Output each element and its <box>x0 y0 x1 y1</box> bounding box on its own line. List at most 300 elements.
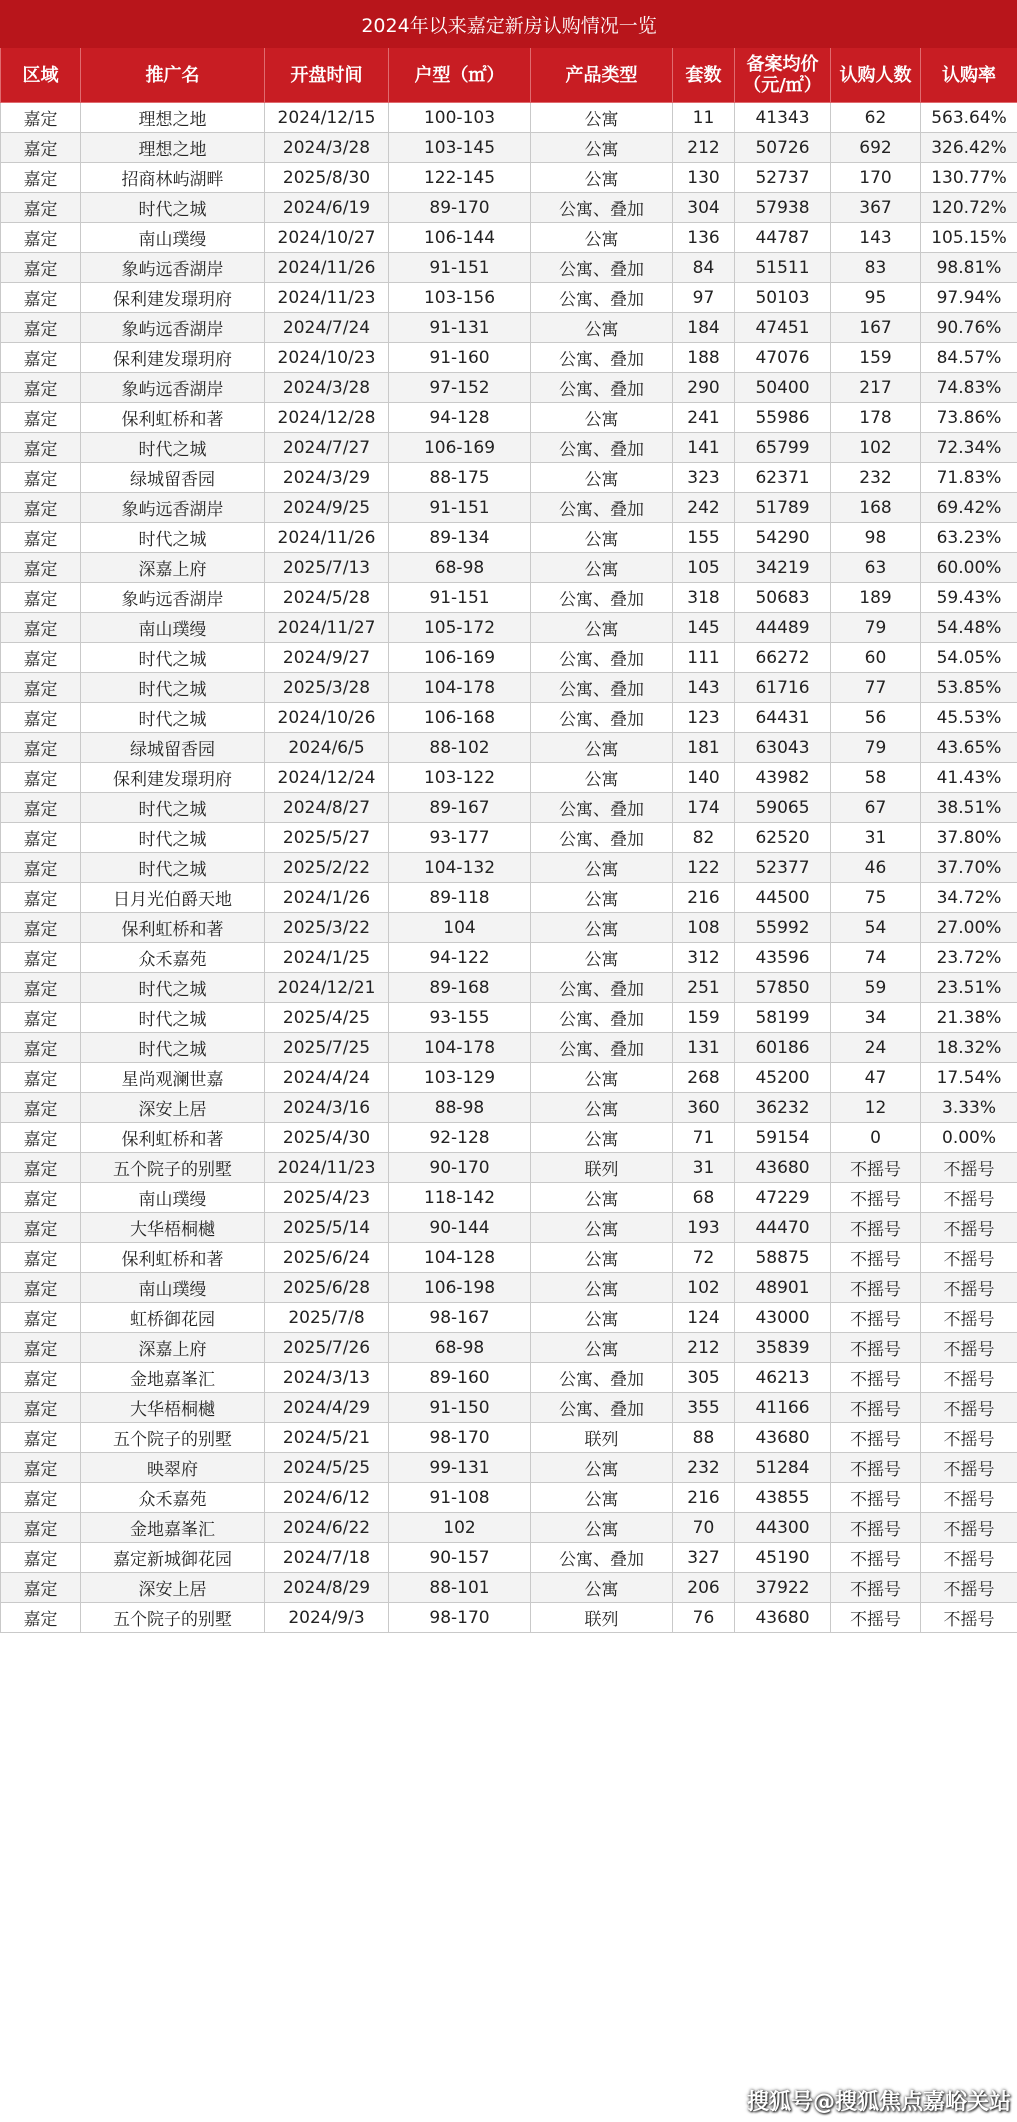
cell-rate: 69.42% <box>921 493 1017 523</box>
cell-project: 象屿远香湖岸 <box>81 253 265 283</box>
cell-units: 355 <box>673 1393 735 1423</box>
cell-units: 242 <box>673 493 735 523</box>
cell-open-date: 2024/11/27 <box>265 613 389 643</box>
cell-units: 140 <box>673 763 735 793</box>
cell-unit-size: 91-151 <box>389 583 531 613</box>
cell-product-type: 公寓 <box>531 853 673 883</box>
cell-project: 南山璞缦 <box>81 1273 265 1303</box>
cell-subscribers: 170 <box>831 163 921 193</box>
cell-open-date: 2025/7/13 <box>265 553 389 583</box>
cell-project: 南山璞缦 <box>81 223 265 253</box>
cell-region: 嘉定 <box>1 433 81 463</box>
cell-avg-price: 50103 <box>735 283 831 313</box>
cell-rate: 41.43% <box>921 763 1017 793</box>
cell-project: 保利建发璟玥府 <box>81 763 265 793</box>
cell-subscribers: 74 <box>831 943 921 973</box>
cell-project: 深安上居 <box>81 1093 265 1123</box>
cell-product-type: 公寓、叠加 <box>531 793 673 823</box>
cell-region: 嘉定 <box>1 943 81 973</box>
cell-unit-size: 106-168 <box>389 703 531 733</box>
cell-units: 97 <box>673 283 735 313</box>
table-row <box>1 1273 1017 1303</box>
cell-avg-price: 34219 <box>735 553 831 583</box>
cell-region: 嘉定 <box>1 913 81 943</box>
table-body <box>1 103 1017 1633</box>
cell-subscribers: 95 <box>831 283 921 313</box>
cell-subscribers: 143 <box>831 223 921 253</box>
table-row <box>1 643 1017 673</box>
cell-project: 象屿远香湖岸 <box>81 313 265 343</box>
cell-unit-size: 106-169 <box>389 433 531 463</box>
cell-unit-size: 106-198 <box>389 1273 531 1303</box>
cell-open-date: 2024/8/27 <box>265 793 389 823</box>
cell-unit-size: 91-150 <box>389 1393 531 1423</box>
col-header-unit-size: 户型（㎡） <box>389 48 531 103</box>
cell-project: 保利建发璟玥府 <box>81 283 265 313</box>
cell-avg-price: 45190 <box>735 1543 831 1573</box>
cell-avg-price: 62371 <box>735 463 831 493</box>
cell-subscribers: 不摇号 <box>831 1393 921 1423</box>
cell-region: 嘉定 <box>1 343 81 373</box>
cell-units: 360 <box>673 1093 735 1123</box>
cell-avg-price: 44470 <box>735 1213 831 1243</box>
cell-rate: 17.54% <box>921 1063 1017 1093</box>
cell-units: 318 <box>673 583 735 613</box>
cell-region: 嘉定 <box>1 1543 81 1573</box>
cell-region: 嘉定 <box>1 1003 81 1033</box>
table-row <box>1 1603 1017 1633</box>
table-row <box>1 583 1017 613</box>
cell-rate: 27.00% <box>921 913 1017 943</box>
cell-rate: 18.32% <box>921 1033 1017 1063</box>
cell-project: 五个院子的别墅 <box>81 1153 265 1183</box>
cell-open-date: 2024/3/29 <box>265 463 389 493</box>
cell-product-type: 公寓、叠加 <box>531 493 673 523</box>
cell-product-type: 公寓、叠加 <box>531 643 673 673</box>
cell-unit-size: 103-122 <box>389 763 531 793</box>
cell-unit-size: 89-168 <box>389 973 531 1003</box>
cell-rate: 不摇号 <box>921 1153 1017 1183</box>
table-row <box>1 703 1017 733</box>
cell-units: 105 <box>673 553 735 583</box>
cell-open-date: 2024/6/5 <box>265 733 389 763</box>
cell-region: 嘉定 <box>1 373 81 403</box>
cell-subscribers: 58 <box>831 763 921 793</box>
cell-region: 嘉定 <box>1 1183 81 1213</box>
cell-project: 理想之地 <box>81 133 265 163</box>
cell-units: 123 <box>673 703 735 733</box>
cell-region: 嘉定 <box>1 1333 81 1363</box>
cell-open-date: 2025/8/30 <box>265 163 389 193</box>
cell-product-type: 公寓、叠加 <box>531 1393 673 1423</box>
cell-units: 290 <box>673 373 735 403</box>
cell-product-type: 公寓 <box>531 463 673 493</box>
cell-avg-price: 59154 <box>735 1123 831 1153</box>
cell-units: 68 <box>673 1183 735 1213</box>
cell-subscribers: 77 <box>831 673 921 703</box>
cell-unit-size: 104-128 <box>389 1243 531 1273</box>
cell-units: 131 <box>673 1033 735 1063</box>
cell-unit-size: 104 <box>389 913 531 943</box>
cell-project: 时代之城 <box>81 523 265 553</box>
table-row <box>1 373 1017 403</box>
cell-project: 时代之城 <box>81 703 265 733</box>
cell-units: 305 <box>673 1363 735 1393</box>
cell-avg-price: 43855 <box>735 1483 831 1513</box>
cell-unit-size: 93-177 <box>389 823 531 853</box>
cell-avg-price: 43982 <box>735 763 831 793</box>
cell-open-date: 2025/7/26 <box>265 1333 389 1363</box>
col-header-rate: 认购率 <box>921 48 1017 103</box>
cell-product-type: 公寓 <box>531 1123 673 1153</box>
cell-open-date: 2024/3/28 <box>265 373 389 403</box>
cell-product-type: 公寓 <box>531 133 673 163</box>
cell-subscribers: 不摇号 <box>831 1303 921 1333</box>
cell-open-date: 2024/11/23 <box>265 1153 389 1183</box>
cell-region: 嘉定 <box>1 703 81 733</box>
cell-open-date: 2025/3/22 <box>265 913 389 943</box>
cell-units: 312 <box>673 943 735 973</box>
cell-subscribers: 178 <box>831 403 921 433</box>
cell-subscribers: 不摇号 <box>831 1273 921 1303</box>
cell-unit-size: 99-131 <box>389 1453 531 1483</box>
cell-rate: 不摇号 <box>921 1363 1017 1393</box>
cell-rate: 59.43% <box>921 583 1017 613</box>
table-row <box>1 1093 1017 1123</box>
cell-rate: 73.86% <box>921 403 1017 433</box>
cell-units: 70 <box>673 1513 735 1543</box>
cell-region: 嘉定 <box>1 283 81 313</box>
cell-rate: 不摇号 <box>921 1603 1017 1633</box>
cell-avg-price: 44489 <box>735 613 831 643</box>
cell-subscribers: 不摇号 <box>831 1603 921 1633</box>
cell-product-type: 公寓 <box>531 1483 673 1513</box>
cell-region: 嘉定 <box>1 1483 81 1513</box>
cell-region: 嘉定 <box>1 1303 81 1333</box>
cell-unit-size: 103-129 <box>389 1063 531 1093</box>
cell-units: 145 <box>673 613 735 643</box>
cell-avg-price: 51284 <box>735 1453 831 1483</box>
cell-subscribers: 102 <box>831 433 921 463</box>
cell-project: 嘉定新城御花园 <box>81 1543 265 1573</box>
cell-subscribers: 98 <box>831 523 921 553</box>
table-title: 2024年以来嘉定新房认购情况一览 <box>1 1 1017 48</box>
cell-rate: 不摇号 <box>921 1333 1017 1363</box>
cell-units: 159 <box>673 1003 735 1033</box>
cell-avg-price: 61716 <box>735 673 831 703</box>
cell-units: 88 <box>673 1423 735 1453</box>
table-row <box>1 1483 1017 1513</box>
cell-open-date: 2024/11/26 <box>265 523 389 553</box>
cell-region: 嘉定 <box>1 403 81 433</box>
cell-unit-size: 103-156 <box>389 283 531 313</box>
cell-subscribers: 79 <box>831 613 921 643</box>
cell-avg-price: 44300 <box>735 1513 831 1543</box>
cell-product-type: 公寓、叠加 <box>531 343 673 373</box>
cell-project: 象屿远香湖岸 <box>81 583 265 613</box>
cell-avg-price: 47229 <box>735 1183 831 1213</box>
cell-product-type: 公寓 <box>531 163 673 193</box>
cell-product-type: 公寓 <box>531 553 673 583</box>
cell-unit-size: 91-151 <box>389 493 531 523</box>
cell-subscribers: 不摇号 <box>831 1363 921 1393</box>
cell-avg-price: 59065 <box>735 793 831 823</box>
cell-rate: 84.57% <box>921 343 1017 373</box>
cell-rate: 不摇号 <box>921 1243 1017 1273</box>
cell-project: 大华梧桐樾 <box>81 1393 265 1423</box>
cell-subscribers: 不摇号 <box>831 1513 921 1543</box>
cell-open-date: 2024/9/25 <box>265 493 389 523</box>
table-row <box>1 103 1017 133</box>
table-row <box>1 553 1017 583</box>
cell-product-type: 公寓 <box>531 913 673 943</box>
cell-open-date: 2025/4/23 <box>265 1183 389 1213</box>
cell-unit-size: 122-145 <box>389 163 531 193</box>
cell-subscribers: 168 <box>831 493 921 523</box>
cell-units: 268 <box>673 1063 735 1093</box>
cell-product-type: 公寓 <box>531 1513 673 1543</box>
cell-rate: 90.76% <box>921 313 1017 343</box>
table-row <box>1 1333 1017 1363</box>
cell-units: 327 <box>673 1543 735 1573</box>
cell-product-type: 公寓、叠加 <box>531 253 673 283</box>
cell-units: 181 <box>673 733 735 763</box>
cell-open-date: 2025/7/25 <box>265 1033 389 1063</box>
table-row <box>1 733 1017 763</box>
cell-unit-size: 106-144 <box>389 223 531 253</box>
cell-avg-price: 66272 <box>735 643 831 673</box>
col-header-product-type: 产品类型 <box>531 48 673 103</box>
cell-subscribers: 不摇号 <box>831 1213 921 1243</box>
cell-subscribers: 12 <box>831 1093 921 1123</box>
cell-project: 招商林屿湖畔 <box>81 163 265 193</box>
cell-units: 143 <box>673 673 735 703</box>
cell-subscribers: 0 <box>831 1123 921 1153</box>
cell-avg-price: 51511 <box>735 253 831 283</box>
cell-product-type: 公寓 <box>531 523 673 553</box>
cell-subscribers: 不摇号 <box>831 1573 921 1603</box>
cell-unit-size: 118-142 <box>389 1183 531 1213</box>
cell-open-date: 2024/12/24 <box>265 763 389 793</box>
cell-rate: 23.72% <box>921 943 1017 973</box>
cell-subscribers: 24 <box>831 1033 921 1063</box>
cell-product-type: 公寓、叠加 <box>531 1363 673 1393</box>
cell-open-date: 2024/10/27 <box>265 223 389 253</box>
cell-units: 82 <box>673 823 735 853</box>
cell-avg-price: 55986 <box>735 403 831 433</box>
table-row <box>1 1573 1017 1603</box>
cell-avg-price: 37922 <box>735 1573 831 1603</box>
cell-subscribers: 54 <box>831 913 921 943</box>
cell-region: 嘉定 <box>1 1153 81 1183</box>
cell-product-type: 公寓 <box>531 403 673 433</box>
cell-project: 理想之地 <box>81 103 265 133</box>
cell-unit-size: 102 <box>389 1513 531 1543</box>
cell-avg-price: 43000 <box>735 1303 831 1333</box>
cell-project: 金地嘉峯汇 <box>81 1363 265 1393</box>
cell-product-type: 公寓、叠加 <box>531 1543 673 1573</box>
cell-product-type: 公寓 <box>531 943 673 973</box>
cell-open-date: 2024/9/3 <box>265 1603 389 1633</box>
cell-region: 嘉定 <box>1 763 81 793</box>
cell-unit-size: 89-160 <box>389 1363 531 1393</box>
cell-avg-price: 43680 <box>735 1153 831 1183</box>
cell-region: 嘉定 <box>1 553 81 583</box>
cell-unit-size: 92-128 <box>389 1123 531 1153</box>
cell-product-type: 公寓 <box>531 733 673 763</box>
cell-rate: 不摇号 <box>921 1543 1017 1573</box>
cell-units: 216 <box>673 1483 735 1513</box>
cell-avg-price: 55992 <box>735 913 831 943</box>
cell-rate: 37.80% <box>921 823 1017 853</box>
cell-units: 155 <box>673 523 735 553</box>
cell-unit-size: 89-134 <box>389 523 531 553</box>
cell-unit-size: 93-155 <box>389 1003 531 1033</box>
table-row <box>1 673 1017 703</box>
cell-rate: 不摇号 <box>921 1513 1017 1543</box>
cell-rate: 38.51% <box>921 793 1017 823</box>
cell-region: 嘉定 <box>1 1453 81 1483</box>
cell-product-type: 公寓、叠加 <box>531 283 673 313</box>
cell-unit-size: 103-145 <box>389 133 531 163</box>
table-row <box>1 1393 1017 1423</box>
cell-rate: 34.72% <box>921 883 1017 913</box>
cell-subscribers: 367 <box>831 193 921 223</box>
cell-unit-size: 89-167 <box>389 793 531 823</box>
cell-rate: 72.34% <box>921 433 1017 463</box>
cell-rate: 130.77% <box>921 163 1017 193</box>
cell-units: 141 <box>673 433 735 463</box>
cell-units: 212 <box>673 1333 735 1363</box>
cell-open-date: 2025/3/28 <box>265 673 389 703</box>
cell-product-type: 公寓 <box>531 1213 673 1243</box>
cell-subscribers: 75 <box>831 883 921 913</box>
cell-rate: 45.53% <box>921 703 1017 733</box>
cell-region: 嘉定 <box>1 733 81 763</box>
cell-unit-size: 88-101 <box>389 1573 531 1603</box>
cell-units: 216 <box>673 883 735 913</box>
table-row <box>1 433 1017 463</box>
cell-project: 时代之城 <box>81 1033 265 1063</box>
cell-unit-size: 91-108 <box>389 1483 531 1513</box>
cell-open-date: 2025/5/14 <box>265 1213 389 1243</box>
cell-unit-size: 105-172 <box>389 613 531 643</box>
cell-unit-size: 88-98 <box>389 1093 531 1123</box>
cell-avg-price: 36232 <box>735 1093 831 1123</box>
cell-open-date: 2024/1/26 <box>265 883 389 913</box>
cell-product-type: 公寓 <box>531 1273 673 1303</box>
cell-units: 136 <box>673 223 735 253</box>
cell-product-type: 公寓、叠加 <box>531 973 673 1003</box>
cell-project: 大华梧桐樾 <box>81 1213 265 1243</box>
cell-region: 嘉定 <box>1 1603 81 1633</box>
cell-subscribers: 34 <box>831 1003 921 1033</box>
cell-open-date: 2025/6/28 <box>265 1273 389 1303</box>
cell-project: 时代之城 <box>81 673 265 703</box>
cell-subscribers: 189 <box>831 583 921 613</box>
cell-subscribers: 232 <box>831 463 921 493</box>
table-row <box>1 823 1017 853</box>
table-row <box>1 1363 1017 1393</box>
table-row <box>1 1063 1017 1093</box>
cell-product-type: 公寓、叠加 <box>531 193 673 223</box>
cell-project: 保利虹桥和著 <box>81 1243 265 1273</box>
cell-open-date: 2024/5/21 <box>265 1423 389 1453</box>
cell-region: 嘉定 <box>1 823 81 853</box>
header-row <box>1 48 1017 103</box>
table-row <box>1 883 1017 913</box>
cell-rate: 326.42% <box>921 133 1017 163</box>
cell-unit-size: 88-175 <box>389 463 531 493</box>
table-row <box>1 493 1017 523</box>
cell-region: 嘉定 <box>1 973 81 1003</box>
cell-avg-price: 43596 <box>735 943 831 973</box>
cell-subscribers: 217 <box>831 373 921 403</box>
col-header-region: 区域 <box>1 48 81 103</box>
table-row <box>1 763 1017 793</box>
cell-project: 绿城留香园 <box>81 733 265 763</box>
cell-product-type: 公寓、叠加 <box>531 823 673 853</box>
cell-avg-price: 47451 <box>735 313 831 343</box>
cell-unit-size: 94-122 <box>389 943 531 973</box>
cell-project: 象屿远香湖岸 <box>81 373 265 403</box>
cell-project: 日月光伯爵天地 <box>81 883 265 913</box>
cell-project: 保利建发璟玥府 <box>81 343 265 373</box>
cell-units: 323 <box>673 463 735 493</box>
cell-units: 108 <box>673 913 735 943</box>
cell-open-date: 2024/12/21 <box>265 973 389 1003</box>
cell-open-date: 2024/3/16 <box>265 1093 389 1123</box>
cell-region: 嘉定 <box>1 223 81 253</box>
cell-rate: 不摇号 <box>921 1483 1017 1513</box>
cell-project: 深嘉上府 <box>81 1333 265 1363</box>
cell-rate: 71.83% <box>921 463 1017 493</box>
cell-project: 绿城留香园 <box>81 463 265 493</box>
cell-rate: 563.64% <box>921 103 1017 133</box>
cell-unit-size: 68-98 <box>389 1333 531 1363</box>
cell-project: 时代之城 <box>81 1003 265 1033</box>
cell-subscribers: 31 <box>831 823 921 853</box>
cell-avg-price: 41166 <box>735 1393 831 1423</box>
cell-avg-price: 50726 <box>735 133 831 163</box>
cell-avg-price: 63043 <box>735 733 831 763</box>
cell-region: 嘉定 <box>1 1243 81 1273</box>
cell-avg-price: 62520 <box>735 823 831 853</box>
cell-open-date: 2024/1/25 <box>265 943 389 973</box>
table-row <box>1 943 1017 973</box>
col-header-avg-price: 备案均价 （元/㎡） <box>735 48 831 103</box>
cell-avg-price: 43680 <box>735 1423 831 1453</box>
cell-product-type: 公寓 <box>531 223 673 253</box>
cell-product-type: 公寓 <box>531 1303 673 1333</box>
cell-project: 时代之城 <box>81 793 265 823</box>
table-row <box>1 1153 1017 1183</box>
cell-subscribers: 46 <box>831 853 921 883</box>
cell-avg-price: 65799 <box>735 433 831 463</box>
table-row <box>1 193 1017 223</box>
cell-units: 232 <box>673 1453 735 1483</box>
cell-region: 嘉定 <box>1 883 81 913</box>
cell-product-type: 公寓、叠加 <box>531 373 673 403</box>
cell-project: 时代之城 <box>81 853 265 883</box>
cell-unit-size: 98-167 <box>389 1303 531 1333</box>
cell-project: 深安上居 <box>81 1573 265 1603</box>
cell-open-date: 2024/10/23 <box>265 343 389 373</box>
cell-subscribers: 159 <box>831 343 921 373</box>
cell-region: 嘉定 <box>1 1033 81 1063</box>
cell-avg-price: 44500 <box>735 883 831 913</box>
cell-rate: 74.83% <box>921 373 1017 403</box>
